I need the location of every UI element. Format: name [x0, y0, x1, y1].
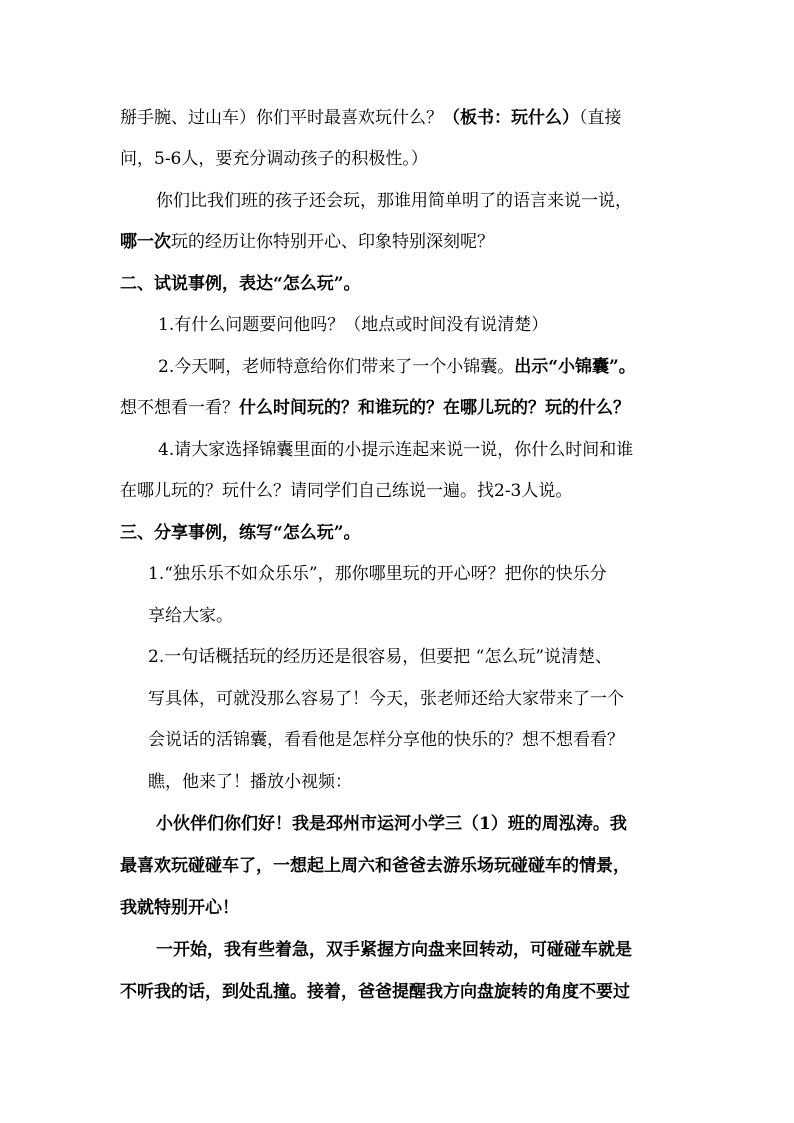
text-run: 2.今天啊，老师特意给你们带来了一个小锦囊。 [158, 357, 515, 377]
bold-text-line [156, 813, 627, 835]
text-run: （直接 [579, 108, 622, 128]
text-run: 写具体，可就没那么容易了！今天，张老师还给大家带来了一个 [148, 689, 624, 709]
bold-text-run: 一开始，我有些着急，双手紧握方向盘来回转动，可碰碰车就是 [156, 940, 632, 960]
text-line [120, 397, 630, 419]
text-line [148, 563, 607, 585]
section-heading-2 [120, 273, 361, 295]
bold-text-run: 什么时间玩的？和谁玩的？在哪儿玩的？玩的什么？ [239, 398, 630, 418]
text-line [148, 729, 624, 751]
text-line [120, 231, 494, 253]
text-run: 在哪儿玩的？玩什么？请同学们自己练说一遍。找2-3人说。 [120, 481, 573, 501]
text-run: 想不想看一看？ [120, 398, 239, 418]
bold-text-line [120, 981, 630, 1003]
text-run: 享给大家。 [148, 606, 233, 626]
bold-text-line [120, 855, 630, 877]
text-line [120, 148, 428, 170]
text-run: 会说话的活锦囊，看看他是怎样分享他的快乐的？想不想看看？ [148, 730, 624, 750]
text-run: 掰手腕、过山车）你们平时最喜欢玩什么？ [120, 108, 443, 128]
text-line [120, 107, 622, 129]
section-heading-3 [120, 522, 361, 544]
text-run: 瞧，他来了！播放小视频： [148, 772, 352, 792]
bold-text-line [120, 897, 239, 919]
bold-text-run: 最喜欢玩碰碰车了，一想起上周六和爸爸去游乐场玩碰碰车的情景， [120, 856, 630, 876]
bold-text-run: 我就特别开心！ [120, 898, 239, 918]
text-line [148, 771, 352, 793]
text-run: 玩的经历让你特别开心、印象特别深刻呢？ [171, 232, 494, 252]
text-run: 2.一句话概括玩的经历还是很容易，但要把 “怎么玩”说清楚、 [148, 647, 613, 667]
bold-text-run: 出示“小锦囊”。 [514, 357, 636, 377]
text-line [158, 314, 548, 336]
text-line [158, 439, 633, 461]
text-run: 问，5-6人，要充分调动孩子的积极性。） [120, 149, 428, 169]
text-line [120, 480, 572, 502]
text-run: 你们比我们班的孩子还会玩，那谁用简单明了的语言来说一说， [156, 191, 632, 211]
text-line [148, 605, 233, 627]
text-line [148, 646, 612, 668]
heading-text: 二、试说事例，表达“怎么玩”。 [120, 274, 361, 294]
text-line [148, 688, 624, 710]
text-line [156, 190, 632, 212]
bold-text-run: （板书：玩什么） [443, 108, 579, 128]
text-run: 4.请大家选择锦囊里面的小提示连起来说一说，你什么时间和谁 [158, 440, 634, 460]
bold-text-line [156, 939, 632, 961]
text-line [158, 356, 636, 378]
bold-text-run: 小伙伴们你们好！我是邳州市运河小学三（1）班的周泓涛。我 [156, 814, 627, 834]
text-run: 1.“独乐乐不如众乐乐”，那你哪里玩的开心呀？把你的快乐分 [148, 564, 607, 584]
text-run: 1.有什么问题要问他吗？（地点或时间没有说清楚） [158, 315, 549, 335]
bold-text-run: 不听我的话，到处乱撞。接着，爸爸提醒我方向盘旋转的角度不要过 [120, 982, 630, 1002]
bold-text-run: 哪一次 [120, 232, 171, 252]
heading-text: 三、分享事例，练写“怎么玩”。 [120, 523, 361, 543]
